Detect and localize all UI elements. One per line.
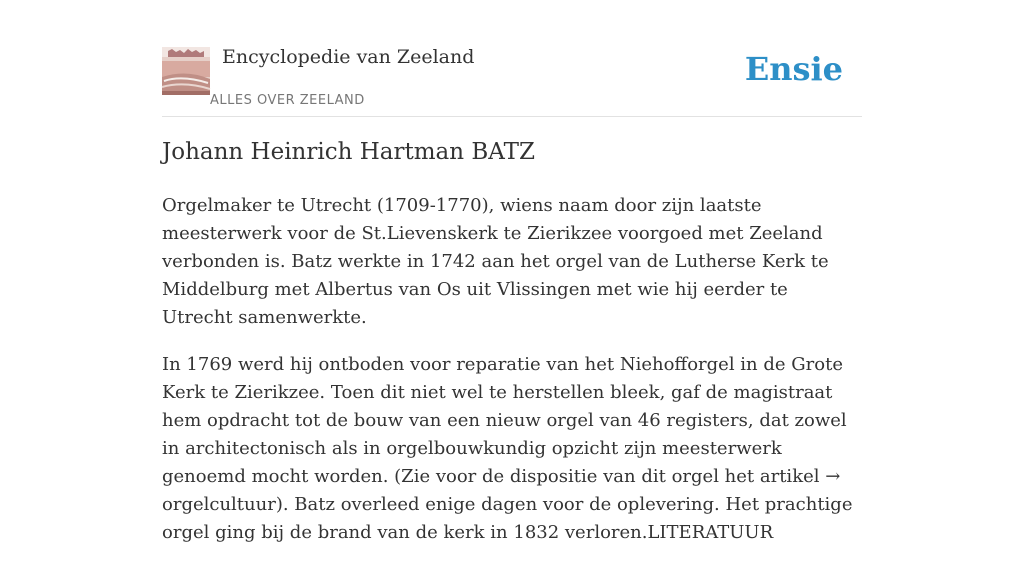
article-title: Johann Heinrich Hartman BATZ: [162, 139, 535, 165]
site-tagline: ALLES OVER ZEELAND: [210, 93, 365, 108]
site-title-link[interactable]: Encyclopedie van Zeeland: [222, 46, 475, 68]
site-header: [162, 46, 862, 117]
avatar-image: [162, 47, 210, 95]
article-body: [162, 192, 862, 566]
site-avatar[interactable]: [162, 47, 210, 95]
paragraph-text: ). Batz overleed enige dagen voor de oplevering. Het prachtige orgel ging bij de brand van de kerk in 1832 verloren.LITERATUUR: [162, 494, 853, 543]
brand-logo-link[interactable]: Ensie: [744, 50, 843, 88]
paragraph-text: In 1769 werd hij ontboden voor reparatie van het Niehofforgel in de Grote Kerk te Zierikzee. Toen dit niet wel te herstellen bleek, gaf de magistraat hem opdracht tot de bouw van een nieuw orgel van 46 registers, dat zowel in architectonisch als in orgelbouwkundig opzicht zijn meesterwerk genoemd mocht worden. (Zie voor de dispositie van dit orgel het artikel: [162, 354, 847, 487]
article-paragraph: [162, 351, 862, 547]
article-paragraph: Orgelmaker te Utrecht (1709-1770), wiens naam door zijn laatste meesterwerk voor de St.Lievenskerk te Zierikzee voorgoed met Zeeland verbonden is. Batz werkte in 1742 aan het orgel van de Lutherse Kerk te Middelburg met Albertus van Os uit Vlissingen met wie hij eerder te Utrecht samenwerkte.: [162, 195, 829, 328]
orgelcultuur-link[interactable]: → orgelcultuur: [162, 466, 841, 515]
